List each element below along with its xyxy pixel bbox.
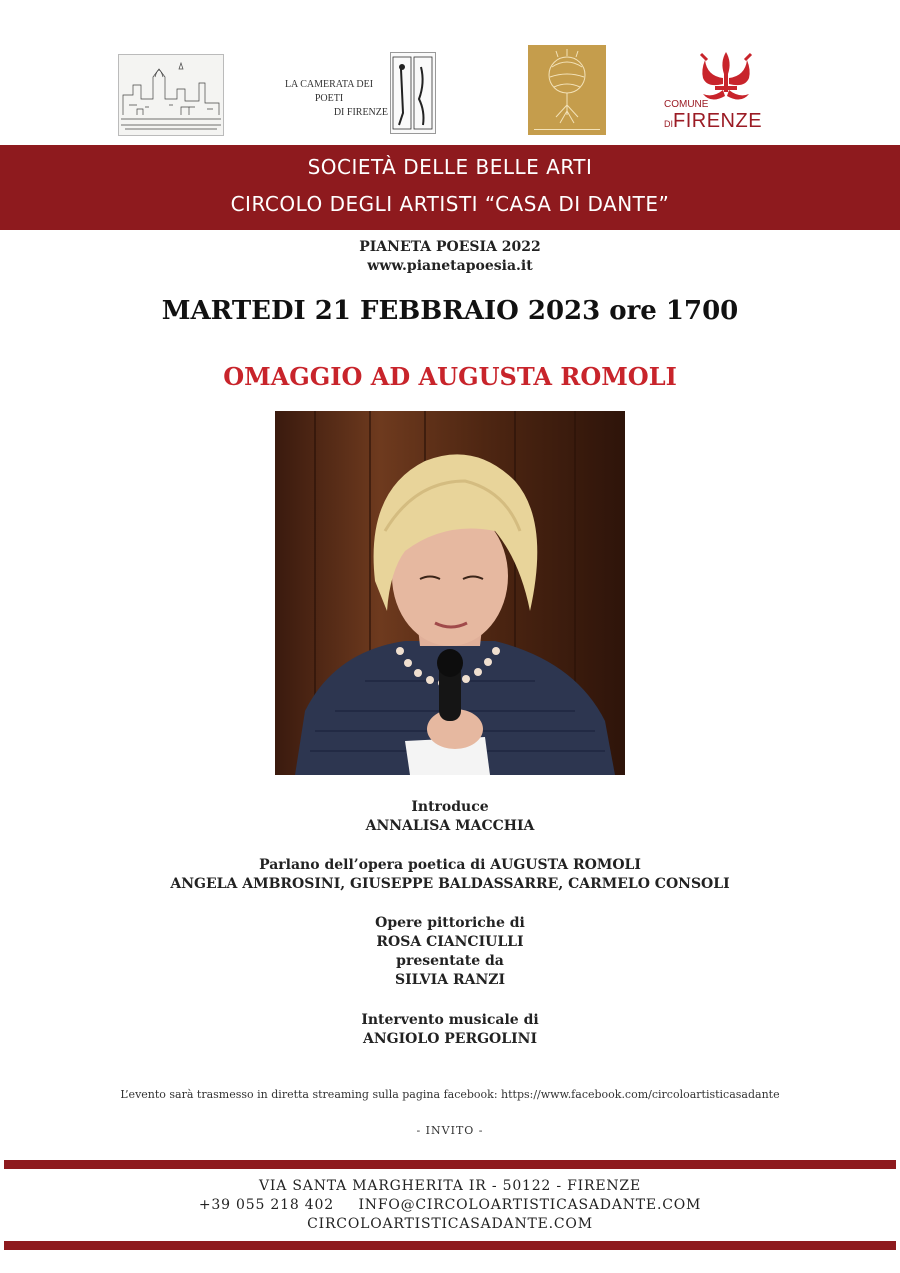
presentate-label: presentate da — [396, 953, 504, 969]
comune-label: COMUNE — [664, 99, 709, 110]
portrait-photo-icon — [275, 411, 625, 775]
event-datetime: MARTEDI 21 FEBBRAIO 2023 ore 1700 — [161, 296, 739, 326]
banner-subtitle: CIRCOLO DEGLI ARTISTI “CASA DI DANTE” — [230, 192, 670, 216]
footer-top-rule — [4, 1160, 896, 1169]
opere-label: Opere pittoriche di — [375, 915, 525, 931]
introduce-label: Introduce — [411, 799, 489, 815]
augusta-romoli-photo — [275, 411, 625, 775]
musica-name: ANGIOLO PERGOLINI — [363, 1031, 537, 1047]
cityscape-sketch-icon — [119, 55, 223, 135]
poet-figure-icon — [391, 53, 435, 133]
parlano-names: ANGELA AMBROSINI, GIUSEPPE BALDASSARRE, CARMELO CONSOLI — [170, 876, 730, 892]
florence-sketch-logo — [118, 54, 224, 136]
parlano-label: Parlano dell’opera poetica di AUGUSTA ROMOLI — [259, 857, 641, 873]
footer-email: INFO@CIRCOLOARTISTICASADANTE.COM — [358, 1197, 702, 1213]
invito-label: - INVITO - — [416, 1124, 484, 1137]
camerata-line1: LA CAMERATA DEI POETI — [284, 79, 374, 104]
plant-icon — [528, 45, 606, 135]
gold-plant-logo — [528, 45, 606, 135]
footer-site: CIRCOLOARTISTICASADANTE.COM — [307, 1216, 593, 1232]
comune-di-label: DI — [664, 119, 673, 129]
camerata-line2: DI FIRENZE — [333, 107, 388, 118]
camerata-logo-text — [270, 78, 388, 120]
event-title: OMAGGIO AD AUGUSTA ROMOLI — [223, 362, 677, 391]
presentate-name: SILVIA RANZI — [394, 972, 506, 988]
camerata-emblem — [390, 52, 436, 134]
footer-phone: +39 055 218 402 — [198, 1197, 334, 1213]
footer-contacts — [0, 1197, 900, 1213]
streaming-note: L’evento sarà trasmesso in diretta streaming sulla pagina facebook: https://www.facebook.com/circoloartisticasadante — [120, 1088, 780, 1101]
series-website: www.pianetapoesia.it — [367, 258, 533, 274]
introduce-name: ANNALISA MACCHIA — [365, 818, 535, 834]
musica-label: Intervento musicale di — [361, 1012, 539, 1028]
header-banner — [0, 145, 900, 230]
series-name: PIANETA POESIA 2022 — [359, 239, 541, 255]
opere-name: ROSA CIANCIULLI — [376, 934, 524, 950]
footer-address: VIA SANTA MARGHERITA IR - 50122 - FIRENZE — [259, 1178, 641, 1194]
comune-firenze-text — [664, 100, 776, 133]
footer-bottom-rule — [4, 1241, 896, 1250]
comune-firenze-label: FIRENZE — [673, 110, 763, 132]
banner-title: SOCIETÀ DELLE BELLE ARTI — [307, 155, 593, 179]
